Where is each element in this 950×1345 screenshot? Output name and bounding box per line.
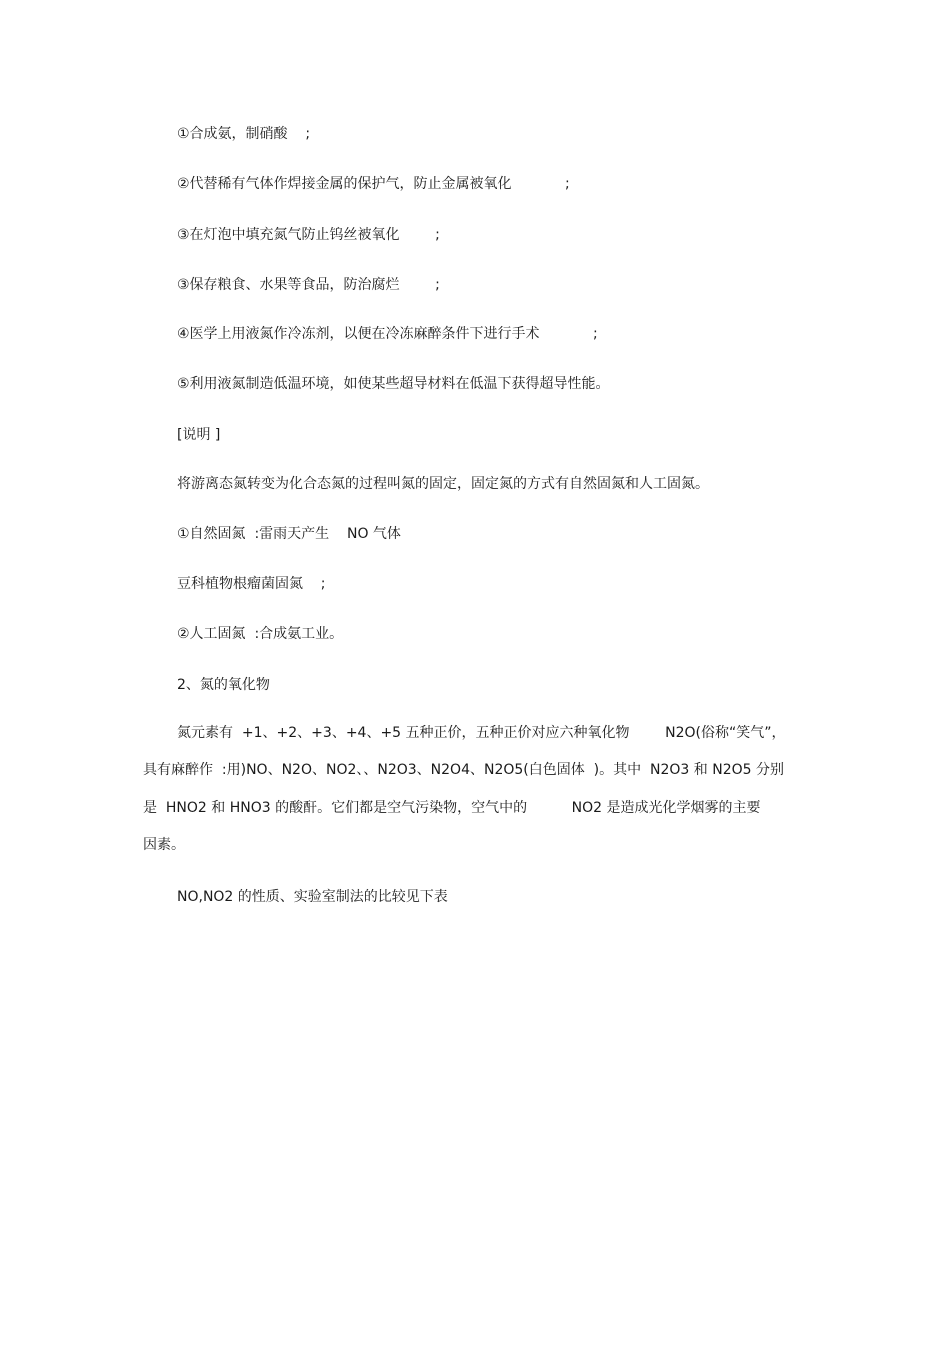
use-item-5: ④医学上用液氮作冷冻剂，以便在冷冻麻醉条件下进行手术 ; [177,326,598,342]
section-heading: 2、氮的氧化物 [177,677,270,693]
note-heading: [说明 ] [177,427,221,443]
use-item-4: ③保存粮食、水果等食品，防治腐烂 ; [177,277,440,293]
oxides-paragraph-line-3: 是 HNO2 和 HNO3 的酸酐。它们都是空气污染物，空气中的 NO2 是造成光化学烟雾的主要 [143,800,761,816]
fixation-legume: 豆科植物根瘤菌固氮 ; [177,576,326,592]
table-intro: NO,NO2 的性质、实验室制法的比较见下表 [177,889,448,905]
oxides-paragraph-line-1: 氮元素有 +1、+2、+3、+4、+5 五种正价，五种正价对应六种氧化物 N2O(俗称“笑气”， [177,725,786,741]
oxides-paragraph-line-2: 具有麻醉作 :用)NO、N2O、NO2、、N2O3、N2O4、N2O5(白色固体 )。其中 N2O3 和 N2O5 分别 [143,762,784,778]
fixation-artificial: ②人工固氮 :合成氨工业。 [177,626,344,642]
use-item-2: ②代替稀有气体作焊接金属的保护气，防止金属被氧化 ; [177,176,570,192]
fixation-natural: ①自然固氮 :雷雨天产生 NO 气体 [177,526,401,542]
use-item-3: ③在灯泡中填充氮气防止钨丝被氧化 ; [177,227,440,243]
use-item-6: ⑤利用液氮制造低温环境，如使某些超导材料在低温下获得超导性能。 [177,376,610,392]
note-paragraph: 将游离态氮转变为化合态氮的过程叫氮的固定，固定氮的方式有自然固氮和人工固氮。 [177,476,709,492]
oxides-paragraph-line-4: 因素。 [143,837,185,853]
use-item-1: ①合成氨，制硝酸 ; [177,126,311,142]
